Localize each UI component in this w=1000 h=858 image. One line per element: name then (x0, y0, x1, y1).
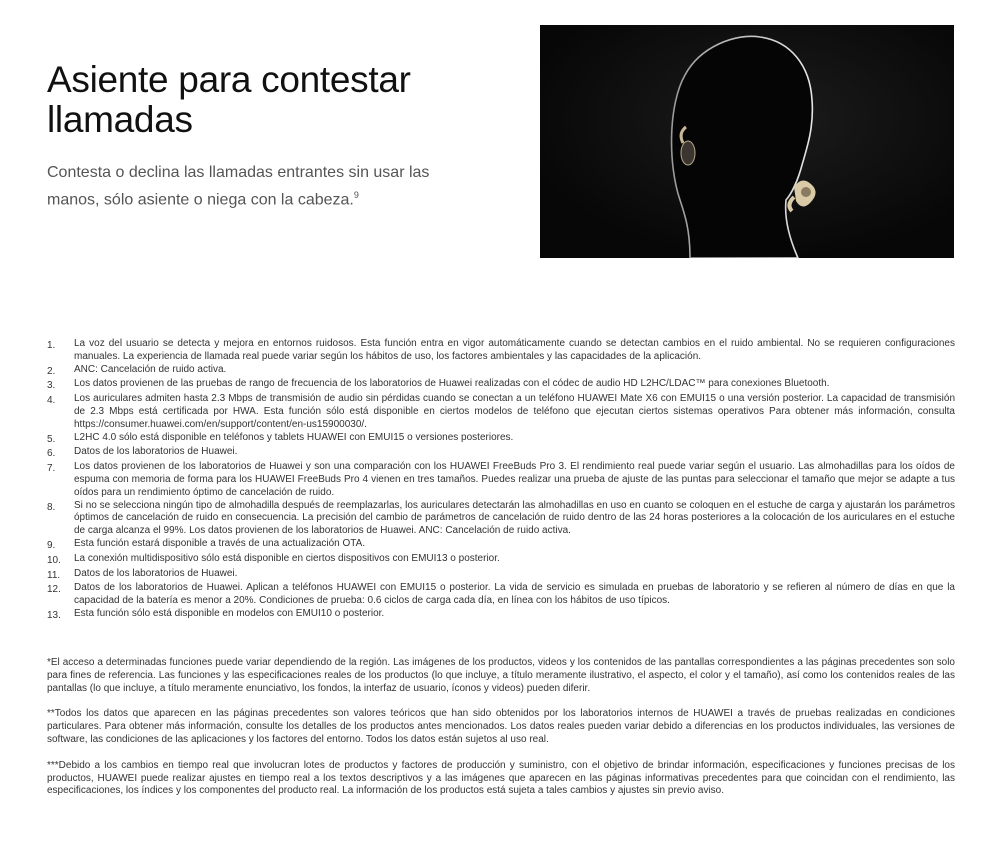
footnote-item (47, 553, 955, 568)
footnote-number: 7. (47, 463, 56, 475)
footnote-number: 3. (47, 380, 56, 392)
footnote-text: Los datos provienen de los laboratorios de Huawei y son una comparación con los HUAWEI FreeBuds Pro 3. El rendimiento real puede variar según el usuario. Las almohadillas para los oídos de espuma con memoria de forma para los HUAWEI FreeBuds Pro 4 vienen en tres tamaños. Puedes realizar una prueba de ajuste de las puntas para seleccionar el tamaño que mejor se adapte a tus oídos para un rendimiento óptimo de cancelación de ruido. (74, 461, 955, 498)
footnotes-list (47, 338, 955, 623)
footnote-item (47, 582, 955, 608)
footnote-number: 4. (47, 395, 56, 407)
footnote-text: Datos de los laboratorios de Huawei. Aplican a teléfonos HUAWEI con EMUI15 o posterior. La vida de servicio es simulada en pruebas de laboratorio y se refieren al número de días en que la capacidad de la batería es menor a 20%. Condiciones de prueba: 0.6 ciclos de carga cada día, en línea con los hábitos de uso típicos. (74, 582, 955, 607)
footnote-text: Datos de los laboratorios de Huawei. (74, 446, 238, 458)
footnote-item (47, 432, 955, 447)
footnote-number: 1. (47, 340, 56, 351)
footnote-text: Si no se selecciona ningún tipo de almohadilla después de reemplazarlas, los auriculares detectarán las almohadillas en uso en cuanto se coloquen en el estuche de carga y ajustarán los parámetros óptimos de cancelación de ruido en consecuencia. La precisión del cambio de parámetros de cancelación de ruido dentro de las 24 horas posteriores a la colocación de los auriculares en el estuche de carga alcanza el 99%. Los datos provienen de los laboratorios de Huawei. ANC: Cancelación de ruido activa. (74, 499, 955, 537)
disclaimer-paragraph: ***Debido a los cambios en tiempo real que involucran lotes de productos y factores de producción y suministro, con el objetivo de brindar información, especificaciones y funciones precisas de los productos, HUAWEI puede realizar ajustes en tiempo real a los textos descriptivos y a las imágenes que aparecen en las páginas informativas precedentes para que coincidan con el rendimiento, las especificaciones, los índices y los componentes del producto real. La información de los productos está sujeta a tales cambios y ajustes sin previo aviso. (47, 759, 955, 797)
footnote-text: La voz del usuario se detecta y mejora en entornos ruidosos. Esta función entra en vigor automáticamente cuando se detectan cambios en el ruido ambiental. No se requieren configuraciones manuales. La experiencia de llamada real puede variar según los hábitos de uso, los factores ambientales y las capacidades de la aplicación. (74, 338, 955, 362)
footnote-number: 8. (47, 501, 56, 513)
disclaimers (47, 657, 955, 811)
footnote-item (47, 393, 955, 431)
footnote-item (47, 364, 955, 379)
footnote-text: ANC: Cancelación de ruido activa. (74, 363, 227, 375)
footnote-text: La conexión multidispositivo sólo está disponible en ciertos dispositivos con EMUI13 o posterior. (74, 552, 500, 564)
disclaimer-paragraph: *El acceso a determinadas funciones puede variar dependiendo de la región. Las imágenes de los productos, videos y los contenidos de las pantallas correspondientes a las páginas precedentes son solo para fines de referencia. Las funciones y las especificaciones reales de los productos (lo que incluye, a título meramente ilustrativo, el aspecto, el color y el tamaño), así como los contenidos reales de las pantallas (lo que incluye, a título meramente enunciativo, los fondos, la interfaz de usuario, íconos y videos) pueden diferir. (47, 657, 955, 694)
footnote-text: Esta función sólo está disponible en modelos con EMUI10 o posterior. (74, 607, 385, 619)
footnote-number: 13. (47, 609, 61, 621)
footnote-number: 6. (47, 448, 56, 460)
footnote-text: Datos de los laboratorios de Huawei. (74, 567, 238, 579)
footnote-text: L2HC 4.0 sólo está disponible en teléfonos y tablets HUAWEI con EMUI15 o versiones posteriores. (74, 431, 514, 443)
footnote-item (47, 378, 955, 393)
disclaimer-paragraph: **Todos los datos que aparecen en las páginas precedentes son valores teóricos que han sido obtenidos por los laboratorios internos de HUAWEI a través de pruebas realizadas en condiciones particulares. Para obtener más información, consulte los detalles de los productos antes mencionados. Los datos reales pueden variar debido a diferencias en los productos individuales, las versiones de software, las condiciones de las aplicaciones y los factores del entorno. Todos los datos están sujetos al uso real. (47, 708, 955, 745)
footnote-number: 12. (47, 584, 61, 596)
footnote-item (47, 538, 955, 553)
hero-description-text: Contesta o declina las llamadas entrantes sin usar las manos, sólo asiente o niega con la cabeza. (47, 164, 430, 209)
footnote-text: Los auriculares admiten hasta 2.3 Mbps de transmisión de audio sin pérdidas cuando se conectan a un teléfono HUAWEI Mate X6 con EMUI15 o una versión posterior. La capacidad de transmisión de 2.3 Mbps está certificada por HWA. Esta función sólo está disponible en ciertos modelos de teléfono que ejecutan ciertos sistemas operativos Para obtener más información, consulta https://consumer.huawei.com/en/support/content/en-us15900030/. (74, 393, 955, 430)
footnote-item (47, 446, 955, 461)
footnote-item (47, 461, 955, 499)
footnote-number: 11. (47, 569, 61, 581)
footnote-text: Los datos provienen de las pruebas de rango de frecuencia de los laboratorios de Huawei realizadas con el códec de audio HD L2HC/LDAC™ para conexiones Bluetooth. (74, 378, 830, 390)
footnote-item (47, 568, 955, 583)
footnote-item (47, 338, 955, 364)
head-silhouette-with-earbuds-image (540, 25, 954, 258)
hero-image (540, 25, 954, 258)
footnote-item (47, 608, 955, 623)
hero-description (47, 161, 477, 211)
footnote-number: 5. (47, 433, 56, 445)
hero-title: Asiente para contestar llamadas (47, 59, 411, 140)
footnote-number: 9. (47, 539, 56, 551)
footnote-text: Esta función estará disponible a través de una actualización OTA. (74, 537, 366, 549)
footnote-reference: 9 (353, 190, 359, 200)
footnote-item (47, 500, 955, 538)
footnote-number: 2. (47, 365, 56, 377)
footnote-number: 10. (47, 554, 61, 566)
